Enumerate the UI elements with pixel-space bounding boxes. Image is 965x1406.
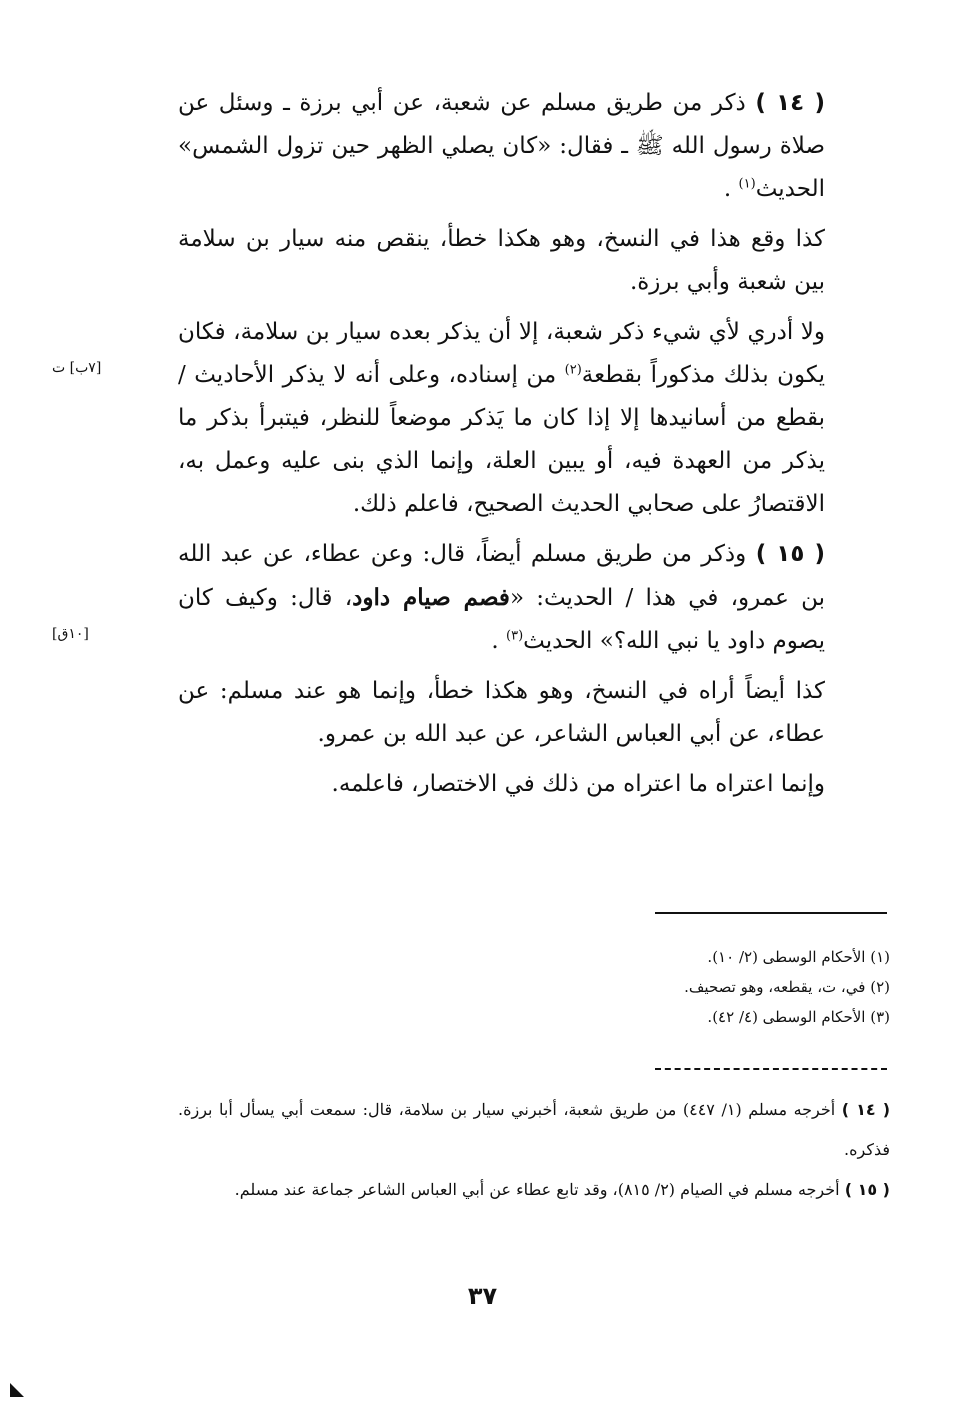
- references: [178, 1090, 890, 1210]
- reference-15: ( ١٥ ) أخرجه مسلم في الصيام (٢/ ٨١٥)، وقد تابع عطاء عن أبي العباس الشاعر جماعة عند مسلم.: [234, 1180, 890, 1199]
- footnote-1: (١) الأحكام الوسطى (٢/ ١٠).: [707, 948, 890, 966]
- margin-note-folio-7b: [٧ب] ت: [52, 360, 102, 376]
- main-text: [178, 82, 890, 806]
- paragraph-comment-4: وإنما اعتراه ما اعتراه من ذلك في الاختصار، فاعلمه.: [331, 771, 825, 797]
- footnote-3: (٣) الأحكام الوسطى (٤/ ٤٢).: [707, 1008, 890, 1026]
- footnote-separator: [655, 912, 887, 914]
- entry-number-15: ( ١٥ ): [755, 541, 825, 567]
- paragraph-14: ( ١٤ ) ذكر من طريق مسلم عن شعبة، عن أبي برزة ـ وسئل عن صلاة رسول الله ﷺ ـ فقال: «كان يصلي الظهر حين تزول الشمس» الحديث$^{(١)}$ .: [178, 90, 825, 202]
- paragraph-comment-2: ولا أدري لأي شيء ذكر شعبة، إلا أن يذكر بعده سيار بن سلامة، فكان يكون بذلك مذكوراً بقطعة$^{(٢)}$ من إسناده، وعلى أنه لا يذكر الأحاديث / بقطع من أسانيدها إلا إذا كان ما يَذكر موضعاً للنظر، فيتبرأ بذكر ما يذكر من العهدة فيه، أو يبين العلة، وإنما الذي بنى عليه وعمل به، الاقتصارُ على صحابي الحديث الصحيح، فاعلم ذلك.: [178, 319, 825, 517]
- footnote-ref-3[interactable]: (٣): [506, 628, 524, 644]
- entry-number-14: ( ١٤ ): [755, 90, 825, 116]
- footnote-ref-2[interactable]: (٢): [564, 362, 582, 378]
- reference-14: ( ١٤ ) أخرجه مسلم (١/ ٤٤٧) من طريق شعبة، أخبرني سيار بن سلامة، قال: سمعت أبي يسأل أبا برزة. فذكره.: [178, 1100, 891, 1159]
- quoted-hadith: فصم صيام داود: [352, 584, 510, 611]
- paragraph-comment-3: كذا أيضاً أراه في النسخ، وهو هكذا خطأ، وإنما هو عند مسلم: عن عطاء، عن أبي العباس الشاعر، عن عبد الله بن عمرو.: [178, 678, 825, 747]
- corner-triangle-icon: [10, 1383, 24, 1397]
- paragraph-comment-1: كذا وقع هذا في النسخ، وهو هكذا خطأ، ينقص منه سيار بن سلامة بين شعبة وأبي برزة.: [178, 226, 825, 295]
- margin-note-folio-10: [١٠ق]: [52, 626, 89, 642]
- references-separator: [655, 1068, 887, 1070]
- footnotes: [178, 942, 890, 1032]
- page-number: ٣٧: [467, 1282, 498, 1310]
- paragraph-15: ( ١٥ ) وذكر من طريق مسلم أيضاً، قال: وعن عطاء، عن عبد الله بن عمرو، في هذا / الحديث: «فصم صيام داود، قال: وكيف كان يصوم داود يا نبي الله؟» الحديث$^{(٣)}$ .: [178, 541, 825, 654]
- footnote-2: (٢) في، ت، يقطعه، وهو تصحيف.: [684, 978, 890, 996]
- paragraph-14-text: ذكر من طريق مسلم عن شعبة، عن أبي برزة ـ وسئل عن صلاة رسول الله ﷺ ـ فقال: «كان يصلي الظهر حين تزول الشمس» الحديث: [178, 90, 825, 202]
- footnote-ref-1[interactable]: (١): [738, 176, 756, 192]
